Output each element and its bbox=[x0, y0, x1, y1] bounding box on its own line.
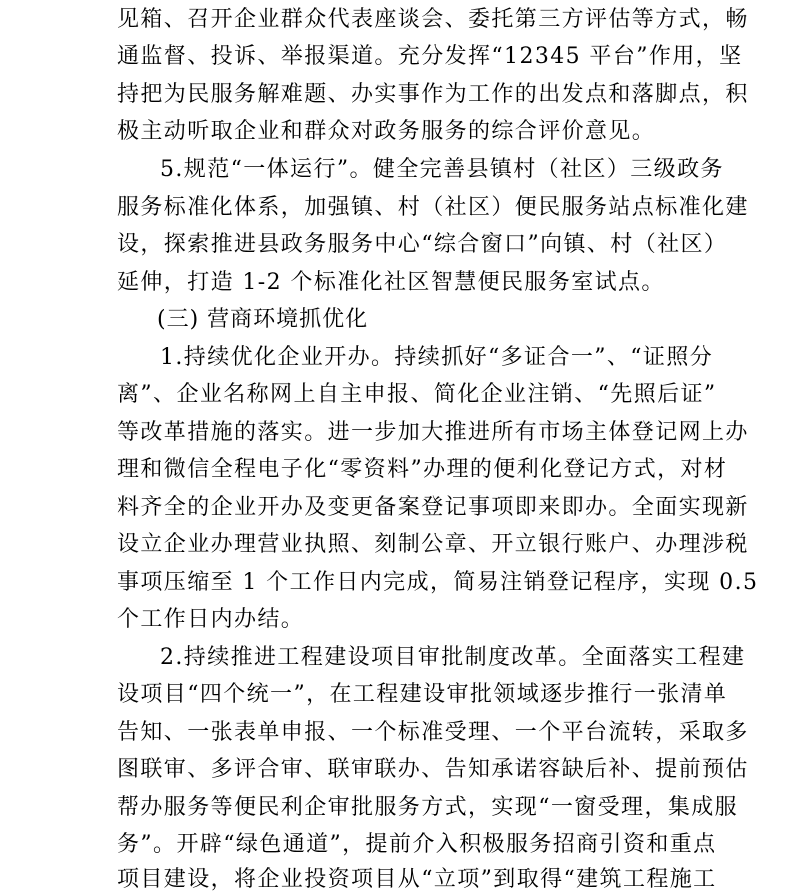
section-heading-3: (三) 营商环境抓优化 bbox=[157, 307, 369, 332]
paragraph-line-23: 务”。开辟“绿色通道”，提前介入积极服务招商引资和重点 bbox=[117, 832, 717, 857]
section-item-5-heading-line: 5.规范“一体运行”。健全完善县镇村（社区）三级政务 bbox=[160, 157, 724, 182]
paragraph-line-6: 服务标准化体系，加强镇、村（社区）便民服务站点标准化建 bbox=[117, 195, 749, 220]
paragraph-line-14: 料齐全的企业开办及变更备案登记事项即来即办。全面实现新 bbox=[117, 495, 749, 520]
paragraph-line-19: 设项目“四个统一”，在工程建设审批领域逐步推行一张清单 bbox=[117, 682, 728, 707]
paragraph-line-2: 通监督、投诉、举报渠道。充分发挥“12345 平台”作用，坚 bbox=[117, 44, 743, 69]
paragraph-line-17: 个工作日内办结。 bbox=[117, 607, 305, 632]
paragraph-line-22: 帮办服务等便民利企审批服务方式，实现“一窗受理，集成服 bbox=[117, 795, 739, 820]
paragraph-line-4: 极主动听取企业和群众对政务服务的综合评价意见。 bbox=[117, 119, 656, 144]
paragraph-line-11: 离”、企业名称网上自主申报、简化企业注销、“先照后证” bbox=[117, 382, 717, 407]
paragraph-line-24: 项目建设，将企业投资项目从“立项”到取得“建筑工程施工 bbox=[117, 867, 717, 892]
section-item-2-heading-line: 2.持续推进工程建设项目审批制度改革。全面落实工程建 bbox=[160, 645, 746, 670]
paragraph-line-15: 设立企业办理营业执照、刻制公章、开立银行账户、办理涉税 bbox=[117, 532, 749, 557]
paragraph-line-12: 等改革措施的落实。进一步加大推进所有市场主体登记网上办 bbox=[117, 420, 749, 445]
paragraph-line-8: 延伸，打造 1-2 个标准化社区智慧便民服务室试点。 bbox=[117, 270, 665, 295]
paragraph-line-21: 图联审、多评合审、联审联办、告知承诺容缺后补、提前预估 bbox=[117, 757, 749, 782]
paragraph-line-16: 事项压缩至 1 个工作日内完成，简易注销登记程序，实现 0.5 bbox=[117, 570, 759, 595]
paragraph-line-20: 告知、一张表单申报、一个标准受理、一个平台流转，采取多 bbox=[117, 720, 749, 745]
paragraph-line-1: 见箱、召开企业群众代表座谈会、委托第三方评估等方式，畅 bbox=[117, 7, 749, 32]
paragraph-line-13: 理和微信全程电子化“零资料”办理的便利化登记方式，对材 bbox=[117, 457, 728, 482]
paragraph-line-3: 持把为民服务解难题、办实事作为工作的出发点和落脚点，积 bbox=[117, 82, 749, 107]
paragraph-line-7: 设，探索推进县政务服务中心“综合窗口”向镇、村（社区） bbox=[117, 232, 728, 257]
section-item-1-heading-line: 1.持续优化企业开办。持续抓好“多证合一”、“证照分 bbox=[160, 345, 714, 370]
